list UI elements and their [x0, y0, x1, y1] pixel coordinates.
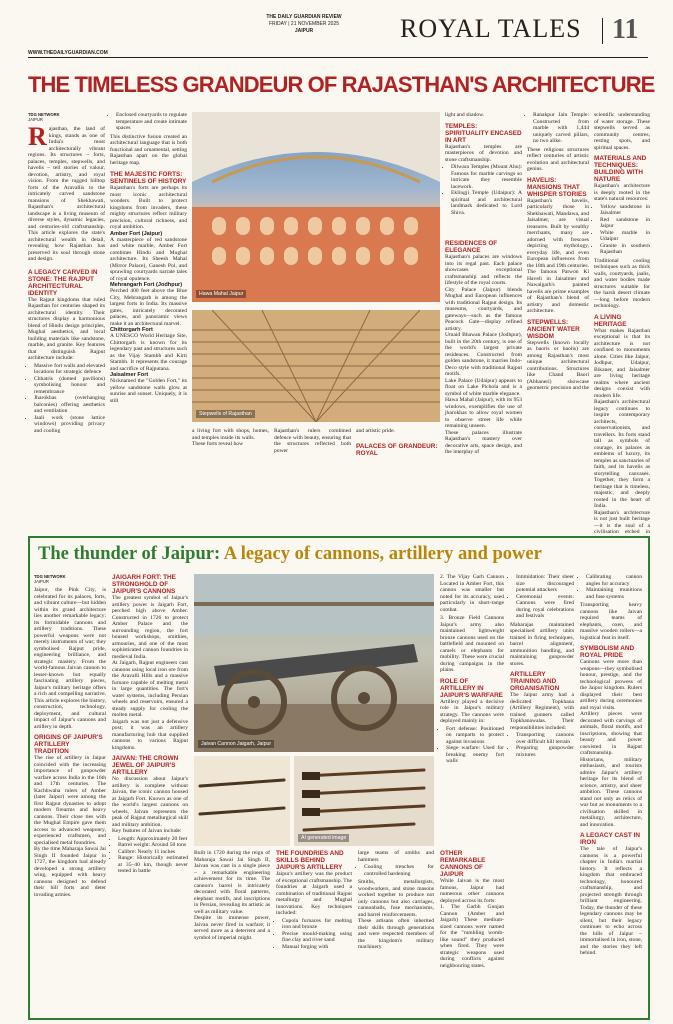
drop-cap: R — [28, 122, 47, 152]
training-body: The Jaipur army had a dedicated Topkhana (Artillery Regiment), with trained gunners called Topkhanawalas. Their responsibilities included: — [510, 692, 574, 731]
list-item: • Jharokhas (overhanging balconies) offering aesthetics and ventilation — [34, 395, 105, 415]
col6-top: light and shadow. — [445, 112, 485, 118]
top-col-6-wrap — [445, 112, 522, 236]
col3-bottom-a: a living fort with shops, homes, and temples inside its walls. — [192, 428, 269, 441]
byline-city: JAIPUR — [28, 117, 43, 123]
list-item: • Calibrating cannon angles for accuracy — [586, 574, 642, 587]
training-title: ARTILLERY TRAINING AND ORGANISATION — [510, 671, 560, 692]
list-item: • Cupola furnaces for melting iron and bronze — [282, 918, 352, 931]
list-item: • Ranakpur Jain Temple: Constructed from marble with 1,444 uniquely carved pillars, no two alike. — [533, 112, 589, 145]
top-col-1 — [28, 112, 105, 436]
byline-city: JAIPUR — [34, 579, 49, 585]
role-list-cont — [516, 574, 574, 620]
mehrangarh-title: Mehrangarh Fort (Jodhpur) — [110, 282, 183, 288]
jaivan-key: Key features of Jaivan include: — [112, 828, 182, 834]
origins-title: ORIGINS OF JAIPUR'S ARTILLERY TRADITION — [34, 734, 103, 756]
jaigarh-2: At Jaigarh, Rajput engineers cast cannons using local iron ore from the Aravalli Hills and a massive furnace capable of melting metal in large quantities. The fort's water systems, including Persian wheels and reservoirs, ensured a steady supply for cooling the molten metal. — [112, 660, 188, 718]
mehrangarh-body: Perched 400 feet above the Blue City, Mehrangarh is among the largest forts in India. Its massive gates, intricately decorated palaces, and panoramic views make it an architectural marvel. — [110, 288, 187, 327]
other-title: OTHER REMARKABLE CANNONS OF JAIPUR — [440, 850, 486, 878]
bottom-col-6 — [440, 574, 504, 767]
symbolism-3: Historians, military enthusiasts, and tourists admire Jaipur's artillery heritage for its blend of science, artistry, and sheer ambition. These cannons stand not only as relics of war but as monuments to a civilisation skilled in metallurgy, architecture, and innovation. — [580, 756, 642, 828]
bottom-col-3 — [194, 850, 270, 941]
umaid-bhawan: Umaid Bhawan Palace (Jodhpur), built in the 20th century, is one of the world's largest private residences. Constructed from golden sandstone, it marries Indo-Deco style with traditional Rajput motifs. — [445, 332, 522, 377]
list-item: • Precise mould-making using fine clay and river sand — [282, 931, 352, 944]
bottom-article-box — [28, 536, 650, 1020]
jaivan-deterrent: Despite its immense power, Jaivan never fired in warfare; it served more as a deterrent and a symbol of imperial might. — [194, 915, 270, 941]
byline: TDG NETWORK — [28, 112, 60, 117]
chittorgarh-title: Chittorgarh Fort — [110, 327, 153, 333]
materials-body: Rajasthan's architecture is deeply rooted in the state's natural resources: — [594, 183, 650, 202]
stepwells-body: Stepwells (known locally as baoris or baolis) are among Rajasthan's most unique architectural contributions. Structures like Chand Baori (Abhaneri) showcase geometric precision and the — [527, 339, 589, 391]
amber-title: Amber Fort (Jaipur) — [110, 230, 163, 237]
gun-image — [194, 756, 290, 846]
bottom-intro: Jaipur, the Pink City, is celebrated for its palaces, forts, and vibrant culture—but hidden within its grand architecture lies another remarkable legacy: its formidable cannons and artillery traditions. These powerful weapons were not merely instruments of war; they symbolised Rajput pride, engineering brilliance, and strategic mastery. From the world-famous Jaivan cannon to lesser-known but equally fascinating artillery pieces, Jaipur's military heritage offers a rich and compelling narrative. This article explores the history, construction, technology, deployment, and cultural impact of Jaipur's cannons and artillery in depth. — [34, 587, 106, 730]
hawa-mahal-text: Hawa Mahal (Jaipur), with its 953 windows, exemplifies the use of jharokhas to allow royal women to observe street life while remaining unseen. — [445, 397, 522, 429]
list-item: • Siege warfare: Used for breaking enemy fort walls — [446, 745, 504, 765]
top-col-2 — [110, 112, 187, 404]
symbolism-body: Cannons were more than weapons—they symbolised honour, prestige, and the technological prowess of the Jaipur kingdom. Rulers displayed their best artillery during ceremonies and royal visits. — [580, 659, 642, 711]
col2-para: This distinctive fusion created an architectural language that is both functional and ornamental, setting Rajasthan apart on the global heritage map. — [110, 133, 187, 166]
hawa-mahal-photo — [192, 112, 440, 302]
jaivan-body: No discussion about Jaipur's artillery is complete without Jaivan, the iconic cannon housed at Jaigarh Fort. Known as one of the world's largest cannons on wheels, Jaivan represents the peak of Rajput metallurgical skill and military ambition. — [112, 776, 188, 828]
havelis-title: HAVELIS: MANSIONS THAT WHISPER STORIES — [527, 176, 587, 198]
jaivan-built: Built in 1720 during the reign of Maharaja Sawai Jai Singh II, Jaivan was cast in a single piece – a remarkable engineering achievement for its time. The cannon's barrel is intricately decorated with floral patterns, elephant motifs, and inscriptions in Persian, revealing its artistic as well as military value. — [194, 850, 270, 915]
temples-end: These religious structures reflect centuries of artistic evolution and architectural genius. — [527, 146, 589, 172]
artisans-inherited: These artisans often inherited their skills through generations and were respected members of the kingdom's military machinery. — [358, 918, 434, 950]
issue-city: JAIPUR — [294, 28, 314, 34]
bottom-col-5 — [358, 850, 434, 951]
masthead-rule — [28, 57, 648, 58]
top-col-7 — [527, 112, 589, 392]
bottom-col-7 — [510, 574, 574, 760]
intro-text: ajasthan, the land of kings, stands as one of India's most architecturally vibrant regions. Its structures – forts, palaces, temples, stepwells, and havelis – tell stories of valour, devotion, artistry, and royal vision. From the rugged hilltop forts of the Aravallis to the intricately carved sandstone mansions of Shekhawati, Rajasthan's architectural landscape is a living museum of diverse styles, dynamic legacies, and centuries-old craftsmanship. This article explores the state's architectural wealth in detail, revealing how Rajasthan has preserved its soul through stone and design. — [28, 126, 105, 263]
list-item: • Manual forging with — [282, 944, 352, 951]
smiths-teams: large teams of smiths and hammers — [358, 850, 434, 863]
list-item: • Ceremonial events: Cannons were fired during royal celebrations and festivals — [516, 594, 574, 620]
temples-list — [451, 164, 522, 216]
artisans-body: Smiths, metallurgists, woodworkers, and stone masons worked together to produce not only cannons but also carriages, cannonballs, fuse mechanisms, and barrel reinforcements. — [358, 879, 434, 918]
list-item: • Preparing gunpowder mixtures — [516, 745, 574, 758]
role-end: Maharajas maintained specialised artillery units trained in firing techniques, barrel alignment, ammunition handling, and maintaining gunpowder stores. — [510, 621, 574, 667]
bottom-col-2 — [112, 574, 188, 877]
vijay-garh: 2. The Vijay Garh Cannon Located in Amber Fort, this cannon was smaller but noted for its accuracy, used particularly in short-range combat. — [440, 574, 504, 613]
stepwells-title: STEPWELLS: ANCIENT WATER WISDOM — [527, 318, 580, 340]
foundries-list — [282, 918, 352, 951]
palaces-title: PALACES OF GRANDEUR: ROYAL — [356, 442, 438, 457]
residences-end: These palaces illustrate Rajasthan's mastery over decorative arts, space design, and the interplay of — [445, 429, 522, 455]
jaigarh-3: Jaigarh was not just a defensive post; it was an artillery manufacturing hub that supplied cannons to various Rajput kingdoms. — [112, 718, 188, 751]
origins-2: By the time Maharaja Sawai Jai Singh II founded Jaipur in 1727, the kingdom had already developed a strong artillery wing, equipped with heavy cannons designed to defend their hill forts and deter invading armies. — [34, 846, 106, 898]
living-title: A LIVING HERITAGE — [594, 313, 627, 328]
sec1-list-cont — [116, 112, 187, 132]
sec1-list — [34, 363, 105, 435]
col4-bottom: Rajasthan's rulers combined defence with beauty, ensuring that the structures reflected both power — [274, 428, 351, 454]
list-item: • Barrel weight: Around 50 tons — [118, 842, 188, 849]
list-item: • Range: Historically estimated at 35–40 km, though never tested in battle — [118, 855, 188, 875]
temples-title: TEMPLES: SPIRITUALITY ENCASED IN ART — [445, 122, 522, 144]
sec1-body: The Rajput kingdoms that ruled Rajasthan for centuries shaped its architectural identity. Their structures display a harmonious blend of Hindu design principles, Mughal aesthetics, and local building materials like sandstone, marble, and granite. Key features that distinguish Rajput architecture include: — [28, 296, 105, 362]
symbolism-title: SYMBOLISM AND ROYAL PRIDE — [580, 645, 635, 659]
list-item: • Massive fort walls and elevated locations for strategic defence — [34, 363, 105, 376]
col5-bottom-text: and artistic pride. — [356, 428, 395, 434]
havelis-body: Rajasthan's havelis, particularly those in Shekhawati, Mandawa, and Jaisalmer, are visual treasures. Built by wealthy merchants, many are adorned with frescoes depicting mythology, everyday life, and even European influences from the 18th and 19th centuries. — [527, 197, 589, 269]
list-item: • Calibre: Nearly 11 inches — [118, 849, 188, 856]
rifle-illustration — [194, 756, 290, 846]
jaivan-title: JAIVAN: THE CROWN JEWEL OF JAIPUR'S ARTILLERY — [112, 755, 179, 776]
muskets-illustration — [294, 756, 434, 846]
website: WWW.THEDAILYGUARDIAN.COM — [28, 50, 108, 56]
masthead — [0, 0, 673, 60]
list-item: • Length: Approximately 20 feet — [118, 836, 188, 843]
training-list-cont — [586, 574, 642, 600]
training-list — [516, 732, 574, 758]
paper-name: THE DAILY GUARDIAN REVIEW — [266, 14, 342, 20]
list-item: • Jaali work (stone lattice windows) providing privacy and cooling — [34, 415, 105, 435]
residences-body: Rajasthan's palaces are windows into its regal past. Each palace showcases exceptional craftsmanship and reflects the lifestyle of the royal courts. — [445, 254, 522, 286]
list-item: • Intimidation: Their sheer size discouraged potential attackers — [516, 574, 574, 594]
city-palace: City Palace (Jaipur) blends Mughal and European influences with traditional Rajput design. Its museums, courtyards, and gateways—such as the famous Peacock Gate—display refined artistry. — [445, 286, 522, 332]
role-body: Artillery played a decisive role in Jaipur's military strategy. The cannons were deployed mainly in: — [440, 698, 504, 724]
living-3: Rajasthan's architecture is not just built heritage—it is the soul of a civilisation etched in — [594, 509, 650, 535]
issue-date: FRIDAY | 21 NOVEMBER 2025 — [268, 21, 340, 27]
top-col-8 — [594, 112, 650, 542]
living-body: What makes Rajasthan exceptional is that its architecture is not confined to monuments alone. Cities like Jaipur, Jodhpur, Udaipur, Bikaner, and Jaisalmer are living heritage realms where ancient designs coexist with modern life. — [594, 327, 650, 399]
origins-body: The rise of artillery in Jaipur coincided with the increasing importance of gunpowder warfare across India in the 16th and 17th centuries. The Kachhwaha rulers of Amber (later Jaipur) were among the first Rajput dynasties to adopt modern firearms and heavy cannons. Their close ties with the Mughal Empire gave them access to advanced weaponry, experienced craftsmen, and specialised metal foundries. — [34, 755, 106, 846]
bottom-headline — [38, 544, 542, 565]
col3-bottom-b: These forts reveal how — [192, 441, 244, 447]
col7-top: scientific understanding of water storage. These stepwells served as community centres, resting spots, and spiritual spaces. — [594, 112, 650, 151]
symbolism-2: Artillery pieces were decorated with carvings of animals, floral motifs, and inscriptions, showing that beauty and power coexisted in Rajput craftsmanship. — [580, 711, 642, 756]
jaisalmer-body: Nicknamed the "Golden Fort," its yellow sandstone walls glow at sunrise and sunset. Uniquely, it is still — [110, 378, 187, 404]
amber-body: A masterpiece of red sandstone and white marble, Amber Fort combines Hindu and Mughal architecture. Its Sheesh Mahal (Mirror Palace), Ganesh Pol, and sprawling courtyards narrate tales of royal opulence. — [110, 236, 187, 282]
cannon-illustration — [194, 574, 434, 752]
list-item: • Yellow sandstone in Jaisalmer — [600, 204, 650, 217]
role-list — [446, 726, 504, 765]
garbh-gunjan: 1. The Garbh Gunjan Cannon (Amber and Jaigarh) These medium-sized cannons were named for the "rumbling womb-like sound" they produced when fired. They were strategic weapons used during conflicts against neighbouring states. — [440, 904, 504, 969]
jaigarh-body: The greatest symbol of Jaipur's artillery power is Jaigarh Fort, perched high above Amber. Constructed in 1726 to protect Amber Palace and the surrounding region, the fort housed workshops, smithies, armouries, and one of the most sophisticated cannon foundries in medieval India. — [112, 595, 188, 660]
bottom-col-8 — [580, 574, 642, 957]
living-2: Rajasthan's architectural legacy continues to inspire contemporary architects, conservationists, and travellers. Its forts stand tall as symbols of courage, its palaces as emblems of luxury, its temples as sanctuaries of faith, and its havelis as storytelling canvases. Together, they form a heritage that is timeless, majestic, and deeply rooted in the heart of India. — [594, 399, 650, 509]
top-headline: THE TIMELESS GRANDEUR OF RAJASTHAN'S ARCHITECTURE — [28, 72, 655, 97]
transport-text: Transporting heavy cannons like Jaivan required teams of elephants, oxen, and massive wooden rollers—a logistical feat in itself. — [580, 602, 642, 641]
role-title: ROLE OF ARTILLERY IN JAIPUR'S WARFARE — [440, 677, 503, 699]
temples-list-cont — [533, 112, 589, 145]
ai-caption: AI generated image — [298, 834, 349, 842]
bottom-col-4 — [276, 850, 352, 952]
cooling-list — [364, 864, 434, 877]
list-item: • Transporting cannons over difficult hill terrain — [516, 732, 574, 745]
materials-title: MATERIALS AND TECHNIQUES: BUILDING WITH NATURE — [594, 155, 647, 183]
stepwell-illustration — [192, 310, 440, 422]
list-item: • Chhatris (domed pavilions) symbolising honour and remembrance — [34, 376, 105, 396]
lake-palace: Lake Palace (Udaipur) appears to float on Lake Pichola and is a symbol of white marble elegance. — [445, 377, 522, 397]
list-item: • Maintaining munitions and fuse systems — [586, 587, 642, 600]
masthead-divider — [602, 18, 603, 44]
headline-part-b: A legacy of cannons, artillery and power — [223, 544, 542, 564]
materials-list — [600, 204, 650, 256]
headline-part-a: The thunder of Jaipur: — [38, 544, 224, 564]
cannon-photo — [194, 574, 434, 752]
bottom-col-1 — [34, 574, 106, 898]
byline: TDG NETWORK — [34, 574, 66, 579]
chittorgarh-body: A UNESCO World Heritage Site, Chittorgarh is known for its legendary past and structures such as the Vijay Stambh and Kirti Stambh. It represents the courage and sacrifice of Rajputana. — [110, 333, 187, 372]
list-item: • Enclosed courtyards to regulate temperature and create intimate spaces — [116, 112, 187, 132]
col3-bottom — [192, 428, 269, 448]
temples-body: Rajasthan's temples are masterpieces of devotion and stone craftsmanship. — [445, 143, 522, 163]
list-item: • White marble in Udaipur — [600, 230, 650, 243]
jaisalmer-title: Jaisalmer Fort — [110, 372, 149, 378]
sec2-body: Rajasthan's forts are perhaps its most iconic architectural wonders. Built to protect kingdoms from invaders, these mighty structures reflect military precision, cultural richness, and royal ambition. — [110, 185, 187, 230]
jaigarh-title: JAIGARH FORT: THE STRONGHOLD OF JAIPUR'S CANNONS — [112, 574, 176, 595]
stepwell-photo — [192, 310, 440, 422]
hawa-mahal-illustration — [192, 112, 440, 302]
sec2-title: THE MAJESTIC FORTS: SENTINELS OF HISTORY — [110, 171, 187, 185]
legacy-title: A LEGACY CAST IN IRON — [580, 832, 641, 846]
photo-caption: Stepwells of Rajasthan — [196, 410, 255, 418]
bronze-cannons: 3. Bronze Field Cannons Jaipur's army also maintained lightweight bronze cannons used on the battlefield and mounted on camels or elephants for mobility. These were crucial during campaigns in the plains. — [440, 615, 504, 673]
photo-caption: Jaivan Cannon Jaigarh, Jaipur — [198, 740, 274, 748]
list-item: • Dilwara Temples (Mount Abu): Famous for marble carvings so intricate they resemble lacework. — [451, 164, 522, 190]
sec1-title: A LEGACY CARVED IN STONE: THE RAJPUT ARCHITECTURAL IDENTITY — [28, 268, 98, 297]
ai-artillery-image — [294, 756, 434, 846]
bottom-col-6b — [440, 850, 504, 969]
residences-title: RESIDENCES OF ELEGANCE — [445, 240, 498, 254]
list-item: • Fort defense: Positioned on ramparts to protect against invasions — [446, 726, 504, 746]
list-item: • Eklingji Temple (Udaipur): A spiritual and architectural landmark dedicated to Lord Shiva. — [451, 190, 522, 216]
list-item: • Red sandstone in Jaipur — [600, 217, 650, 230]
photo-caption: Hawa Mahal Jaipur — [196, 290, 246, 298]
foundries-title: THE FOUNDRIES AND SKILLS BEHIND JAIPUR'S ARTILLERY — [276, 850, 344, 871]
col5-bottom — [356, 428, 440, 457]
top-col-residences — [445, 240, 522, 456]
section-title: ROYAL TALES — [400, 14, 582, 43]
list-item: • Cooling trenches for controlled hardening — [364, 864, 434, 877]
other-body: While Jaivan is the most famous, Jaipur had numerous other cannons deployed across its forts: — [440, 878, 504, 904]
legacy-body: The tale of Jaipur's cannons is a powerful chapter in India's martial history. It reflects a kingdom that embraced technology, honoured craftsmanship, and projected strength through brilliant engineering. Today, the thunder of these legendary cannons may be silent, but their legacy continues to echo across the hills of Jaipur – immortalised in iron, stone, and the stories they left behind. — [580, 846, 642, 956]
page-number: 11 — [612, 14, 639, 45]
patwon-text: The famous Patwon Ki Haveli in Jaisalmer and Nawalgarh's painted havelis are prime examples of Rajasthan's blend of artistry and domestic architecture. — [527, 269, 589, 314]
materials-end: Traditional cooling techniques such as thick walls, courtyards, jaalis, and water bodies made structures suitable for the harsh desert climate—long before modern technology. — [594, 257, 650, 309]
foundries-body: Jaipur's artillery was the product of exceptional craftsmanship. The foundries at Jaigarh used a combination of traditional Rajput metallurgy and Mughal innovations. Key techniques included: — [276, 871, 353, 916]
top-intro — [28, 122, 105, 263]
jaivan-list — [118, 836, 188, 875]
list-item: • Granite in southern Rajasthan — [600, 243, 650, 256]
